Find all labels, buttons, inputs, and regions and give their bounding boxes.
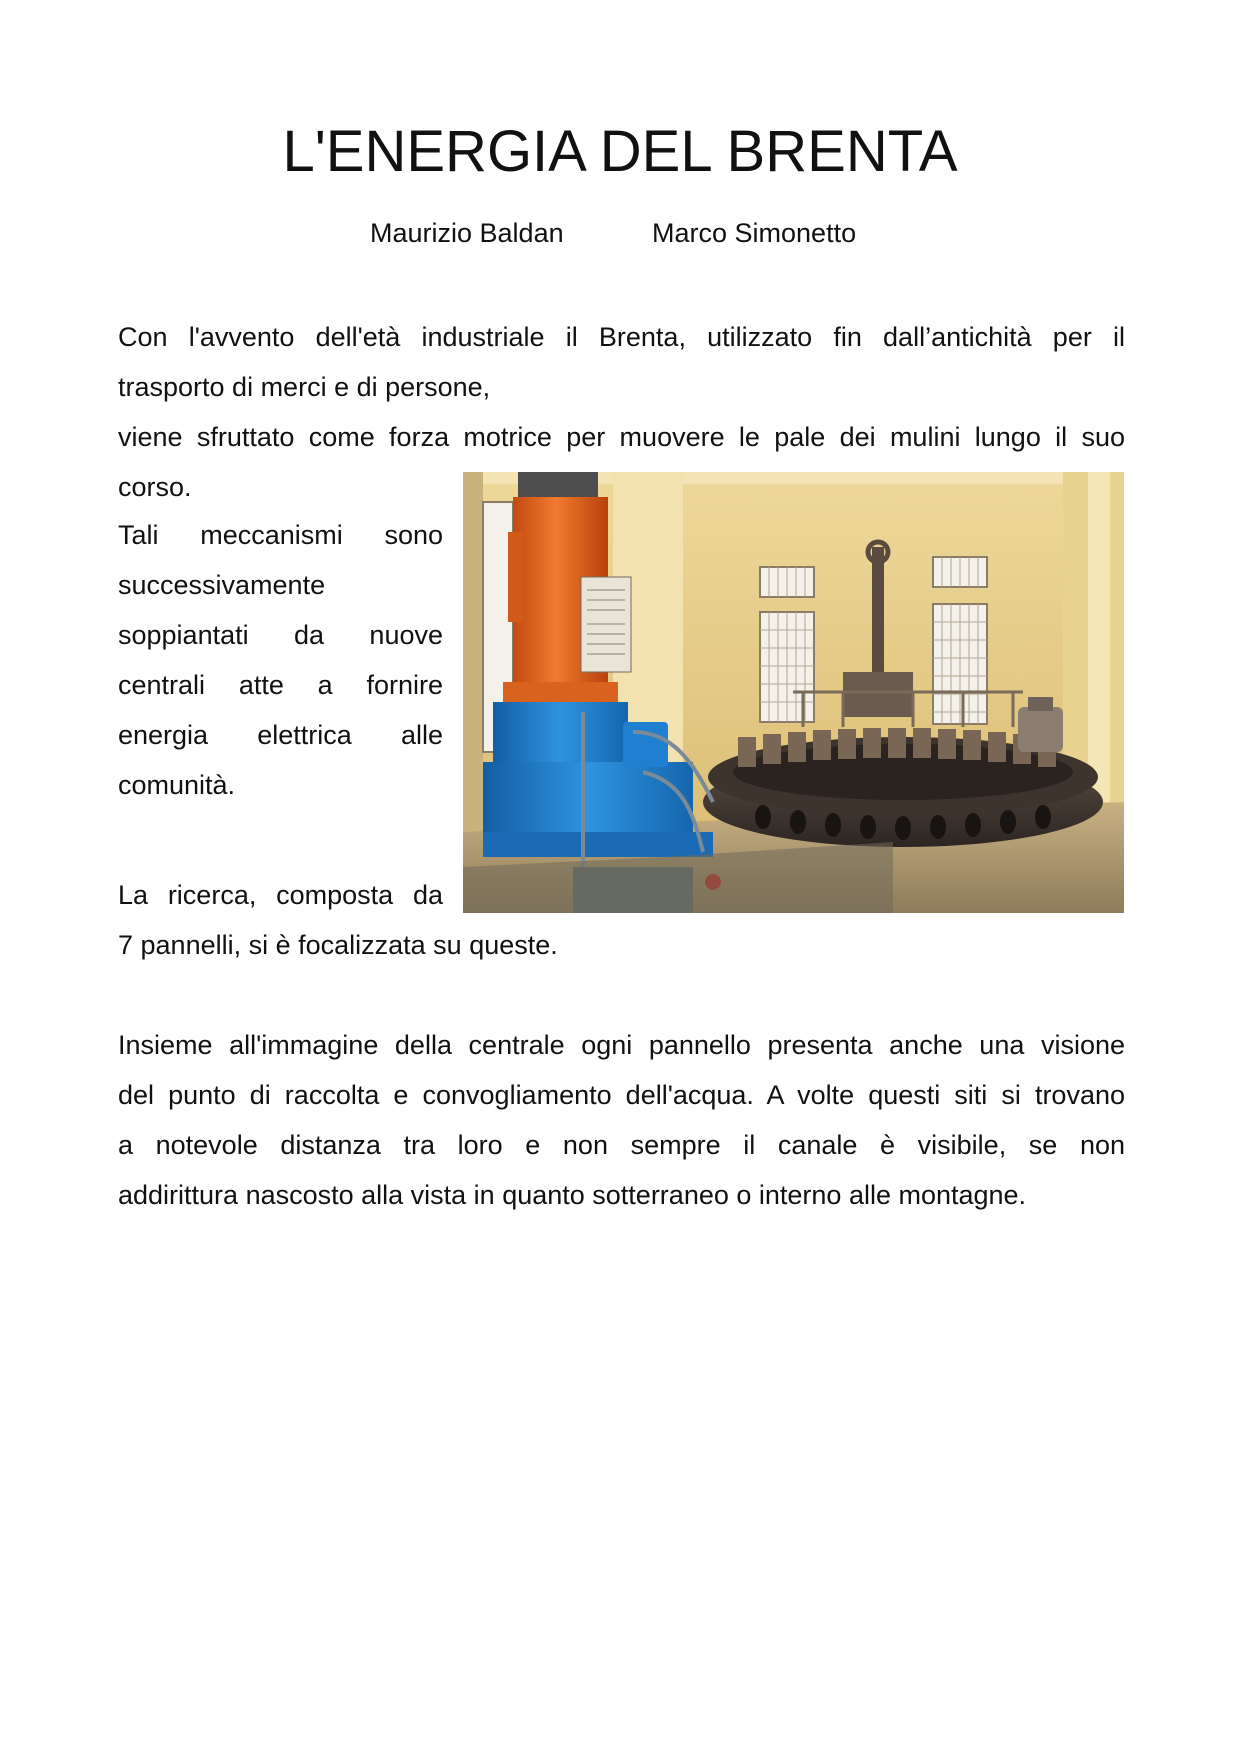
text-line: soppiantati da nuove [118,620,443,650]
text-line: Tali meccanismi sono [118,520,443,550]
text-line: comunità. [118,770,236,800]
text-line: Insieme all'immagine della centrale ogni pannello presenta anche una visione [118,1030,1125,1060]
author-name: Marco Simonetto [652,218,857,248]
text-line: trasporto di merci e di persone, [118,372,491,402]
text-line: corso. [118,472,192,502]
text-line: La ricerca, composta da [118,880,443,910]
text-line: centrali atte a fornire [118,670,443,700]
paragraph-panels [118,1020,1125,1220]
text-line: viene sfruttato come forza motrice per muovere le pale dei mulini lungo il suo [118,422,1125,452]
hydroelectric-plant-photo [463,472,1124,913]
text-line: successivamente [118,570,326,600]
text-line: del punto di raccolta e convogliamento dell'acqua. A volte questi siti si trovano [118,1080,1125,1110]
text-line: Con l'avvento dell'età industriale il Brenta, utilizzato fin dall’antichità per il [118,322,1125,352]
text-line: 7 pannelli, si è focalizzata su queste. [118,930,558,960]
text-line: energia elettrica alle [118,720,443,750]
paragraph-mechanisms [118,510,443,810]
text-line: a notevole distanza tra loro e non sempre il canale è visibile, se non [118,1130,1125,1160]
text-line: addirittura nascosto alla vista in quanto sotterraneo o interno alle montagne. [118,1180,1027,1210]
author-name: Maurizio Baldan [370,218,564,248]
page-title: L'ENERGIA DEL BRENTA [282,119,958,184]
